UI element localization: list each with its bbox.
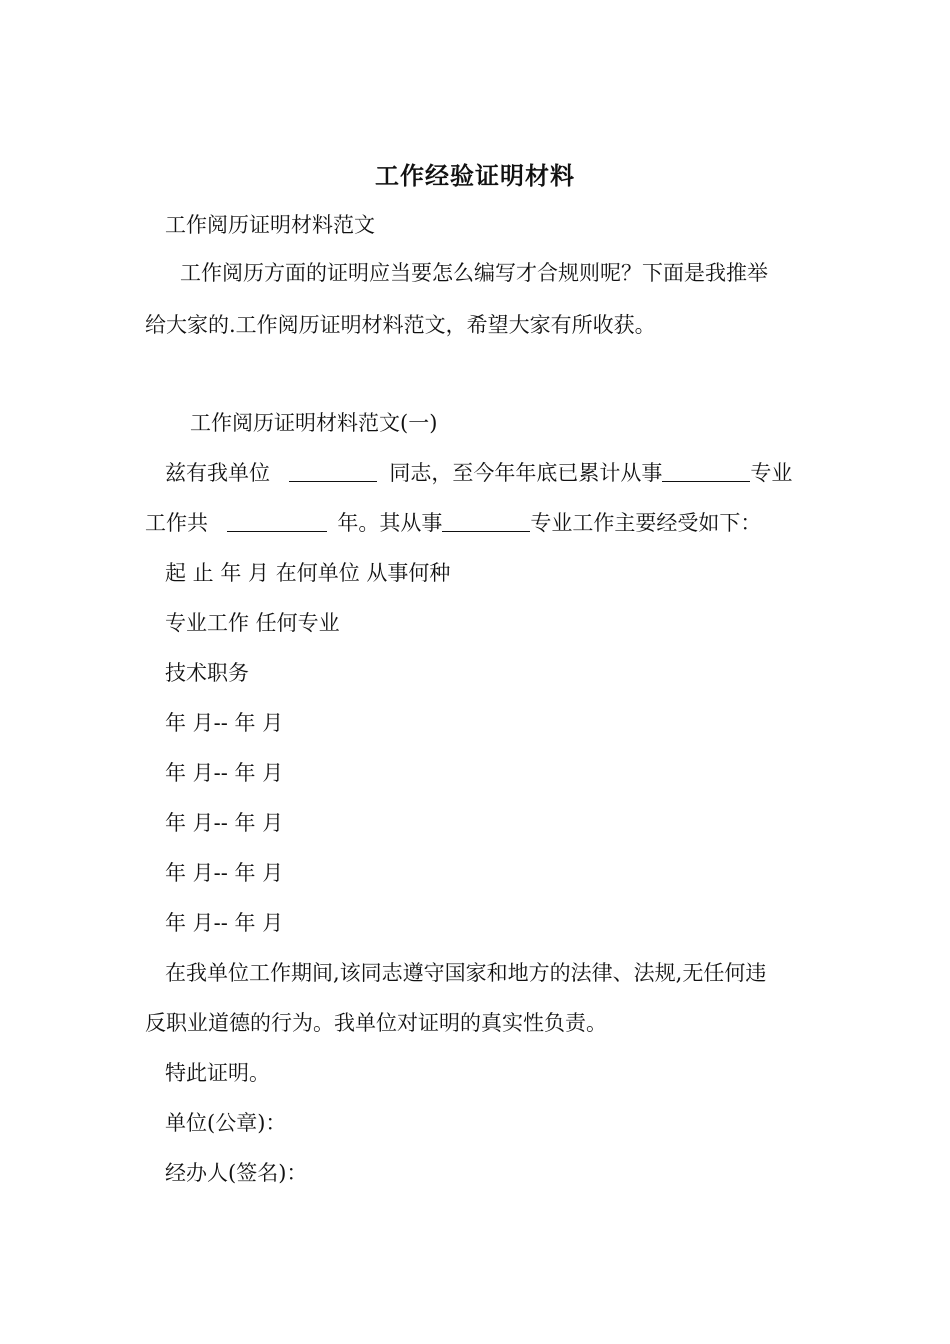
table-header-row-3: 技术职务 bbox=[165, 661, 249, 685]
paragraph-1-line-2 bbox=[145, 508, 761, 538]
paragraph-1-line-1 bbox=[165, 458, 792, 488]
text-segment: 同志，至今年年底已累计从事 bbox=[389, 461, 663, 485]
subtitle: 工作阅历证明材料范文 bbox=[165, 213, 375, 237]
section-title: 工作阅历证明材料范文(一) bbox=[190, 411, 438, 435]
date-row: 年 月-- 年 月 bbox=[165, 761, 284, 785]
table-header-row-2: 专业工作 任何专业 bbox=[165, 611, 340, 635]
blank-years-field bbox=[227, 511, 327, 532]
text-segment: 专业工作主要经受如下： bbox=[530, 511, 762, 535]
seal-label: 单位(公章)： bbox=[165, 1111, 287, 1135]
date-row: 年 月-- 年 月 bbox=[165, 911, 284, 935]
blank-field bbox=[442, 511, 530, 532]
signer-label: 经办人(签名)： bbox=[165, 1161, 308, 1185]
closing-line-2: 反职业道德的行为。我单位对证明的真实性负责。 bbox=[145, 1011, 607, 1035]
text-segment: 工作共 bbox=[145, 511, 208, 535]
text-segment: 兹有我单位 bbox=[165, 461, 270, 485]
table-header-row-1: 起 止 年 月 在何单位 从事何种 bbox=[165, 561, 451, 585]
document-title: 工作经验证明材料 bbox=[375, 161, 575, 190]
date-row: 年 月-- 年 月 bbox=[165, 861, 284, 885]
blank-field bbox=[662, 461, 750, 482]
date-row: 年 月-- 年 月 bbox=[165, 711, 284, 735]
text-segment: 专业 bbox=[750, 461, 793, 485]
blank-name-field bbox=[289, 461, 377, 482]
intro-line-2: 给大家的.工作阅历证明材料范文，希望大家有所收获。 bbox=[145, 313, 656, 337]
closing-line-1: 在我单位工作期间,该同志遵守国家和地方的法律、法规,无任何违 bbox=[165, 961, 767, 985]
date-row: 年 月-- 年 月 bbox=[165, 811, 284, 835]
certify-text: 特此证明。 bbox=[165, 1061, 270, 1085]
intro-line-1: 工作阅历方面的证明应当要怎么编写才合规则呢？下面是我推举 bbox=[180, 261, 768, 285]
text-segment: 年。其从事 bbox=[337, 511, 443, 535]
